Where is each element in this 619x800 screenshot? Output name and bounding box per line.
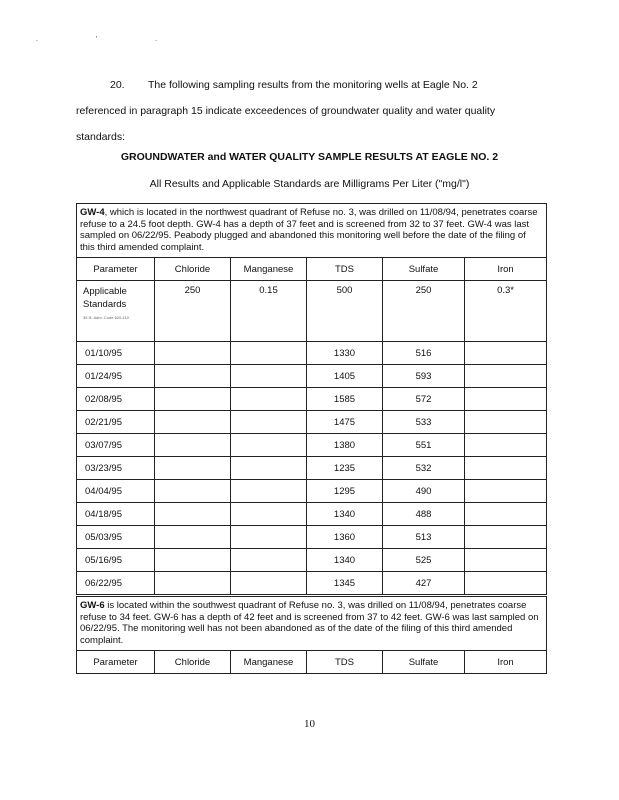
gw6-header-tds: TDS <box>307 651 383 674</box>
tds-cell: 1585 <box>307 388 383 411</box>
chloride-cell <box>155 549 231 572</box>
header-sulfate: Sulfate <box>383 258 465 281</box>
tds-cell: 1340 <box>307 503 383 526</box>
standards-row <box>77 281 547 342</box>
manganese-cell <box>231 365 307 388</box>
table-row <box>77 342 547 365</box>
gw6-header-manganese: Manganese <box>231 651 307 674</box>
gw6-header-chloride: Chloride <box>155 651 231 674</box>
table-row <box>77 572 547 595</box>
table-subtitle: All Results and Applicable Standards are Milligrams Per Liter ("mg/l") <box>149 178 470 190</box>
manganese-cell <box>231 572 307 595</box>
sulfate-cell: 488 <box>383 503 465 526</box>
sample-date: 03/23/95 <box>77 457 155 480</box>
gw4-description: , which is located in the northwest quadrant of Refuse no. 3, was drilled on 11/08/94, penetrates coarse refuse to a 24.5 foot depth. GW-4 has a depth of 37 feet and is screened from 32 to 37 feet. GW-4 was last sampled on 06/22/95. Peabody plugged and abandoned this monitoring well before the date of the filing of this third amended complaint. <box>80 207 538 253</box>
standard-iron: 0.3* <box>465 281 547 342</box>
manganese-cell <box>231 549 307 572</box>
header-parameter: Parameter <box>77 258 155 281</box>
table-row <box>77 549 547 572</box>
sample-date: 04/04/95 <box>77 480 155 503</box>
gw6-results-table <box>76 596 547 674</box>
tds-cell: 1380 <box>307 434 383 457</box>
chloride-cell <box>155 365 231 388</box>
tds-cell: 1340 <box>307 549 383 572</box>
gw6-header-row <box>77 651 547 674</box>
gw4-sample-rows <box>77 342 547 595</box>
sulfate-cell: 572 <box>383 388 465 411</box>
table-row <box>77 457 547 480</box>
iron-cell <box>465 572 547 595</box>
sample-date: 06/22/95 <box>77 572 155 595</box>
standard-chloride: 250 <box>155 281 231 342</box>
sample-date: 01/24/95 <box>77 365 155 388</box>
manganese-cell <box>231 526 307 549</box>
gw6-header-parameter: Parameter <box>77 651 155 674</box>
header-iron: Iron <box>465 258 547 281</box>
manganese-cell <box>231 457 307 480</box>
chloride-cell <box>155 526 231 549</box>
gw6-header-iron: Iron <box>465 651 547 674</box>
tds-cell: 1295 <box>307 480 383 503</box>
tds-cell: 1475 <box>307 411 383 434</box>
iron-cell <box>465 457 547 480</box>
standards-label-cell <box>77 281 155 342</box>
sample-date: 01/10/95 <box>77 342 155 365</box>
iron-cell <box>465 480 547 503</box>
iron-cell <box>465 549 547 572</box>
iron-cell <box>465 411 547 434</box>
manganese-cell <box>231 434 307 457</box>
gw6-description-cell <box>77 597 547 651</box>
sample-date: 02/08/95 <box>77 388 155 411</box>
sulfate-cell: 532 <box>383 457 465 480</box>
table-row <box>77 526 547 549</box>
standard-tds: 500 <box>307 281 383 342</box>
iron-cell <box>465 503 547 526</box>
sulfate-cell: 533 <box>383 411 465 434</box>
iron-cell <box>465 342 547 365</box>
iron-cell <box>465 365 547 388</box>
tds-cell: 1345 <box>307 572 383 595</box>
table-row <box>77 434 547 457</box>
standards-label-1: Applicable <box>83 286 127 297</box>
gw6-header-sulfate: Sulfate <box>383 651 465 674</box>
iron-cell <box>465 434 547 457</box>
gw4-header-row <box>77 258 547 281</box>
sample-date: 05/16/95 <box>77 549 155 572</box>
paragraph-number: 20. <box>110 79 125 91</box>
sample-date: 02/21/95 <box>77 411 155 434</box>
chloride-cell <box>155 457 231 480</box>
header-marks: . ' . <box>36 36 186 43</box>
table-row <box>77 480 547 503</box>
sulfate-cell: 525 <box>383 549 465 572</box>
standard-sulfate: 250 <box>383 281 465 342</box>
table-row <box>77 365 547 388</box>
sample-date: 03/07/95 <box>77 434 155 457</box>
chloride-cell <box>155 480 231 503</box>
sample-date: 04/18/95 <box>77 503 155 526</box>
table-row <box>77 411 547 434</box>
sulfate-cell: 551 <box>383 434 465 457</box>
manganese-cell <box>231 342 307 365</box>
chloride-cell <box>155 388 231 411</box>
chloride-cell <box>155 411 231 434</box>
gw4-results-table <box>76 203 547 595</box>
header-tds: TDS <box>307 258 383 281</box>
gw6-description: is located within the southwest quadrant of Refuse no. 3, was drilled on 11/08/94, penetrates coarse refuse to 34 feet. GW-6 has a depth of 42 feet and is screened from 37 to 42 feet. GW-6 was last sampled on 06/22/95. The monitoring well has not been abandoned as of the date of the filing of this third amended complaint. <box>80 600 539 646</box>
standards-label-2: Standards <box>83 299 127 310</box>
paragraph-line-2: referenced in paragraph 15 indicate exceedences of groundwater quality and water quality <box>76 105 496 117</box>
iron-cell <box>465 388 547 411</box>
manganese-cell <box>231 480 307 503</box>
tds-cell: 1235 <box>307 457 383 480</box>
manganese-cell <box>231 388 307 411</box>
tds-cell: 1360 <box>307 526 383 549</box>
paragraph-line-3: standards: <box>76 131 126 143</box>
chloride-cell <box>155 572 231 595</box>
sulfate-cell: 427 <box>383 572 465 595</box>
table-row <box>77 503 547 526</box>
sample-date: 05/03/95 <box>77 526 155 549</box>
manganese-cell <box>231 503 307 526</box>
chloride-cell <box>155 503 231 526</box>
standards-note: 35 Ill. Adm. Code 620.410 <box>83 315 130 320</box>
sulfate-cell: 516 <box>383 342 465 365</box>
gw4-well-id: GW-4 <box>80 207 105 218</box>
paragraph-20 <box>76 72 546 150</box>
tds-cell: 1330 <box>307 342 383 365</box>
header-manganese: Manganese <box>231 258 307 281</box>
standard-manganese: 0.15 <box>231 281 307 342</box>
chloride-cell <box>155 342 231 365</box>
tds-cell: 1405 <box>307 365 383 388</box>
sulfate-cell: 593 <box>383 365 465 388</box>
header-chloride: Chloride <box>155 258 231 281</box>
sulfate-cell: 490 <box>383 480 465 503</box>
gw6-well-id: GW-6 <box>80 600 105 611</box>
manganese-cell <box>231 411 307 434</box>
page-number: 10 <box>304 718 315 730</box>
paragraph-line-1: The following sampling results from the monitoring wells at Eagle No. 2 <box>148 79 478 91</box>
chloride-cell <box>155 434 231 457</box>
table-title: GROUNDWATER and WATER QUALITY SAMPLE RESULTS AT EAGLE NO. 2 <box>120 151 499 163</box>
table-row <box>77 388 547 411</box>
iron-cell <box>465 526 547 549</box>
sulfate-cell: 513 <box>383 526 465 549</box>
gw4-description-cell <box>77 204 547 258</box>
